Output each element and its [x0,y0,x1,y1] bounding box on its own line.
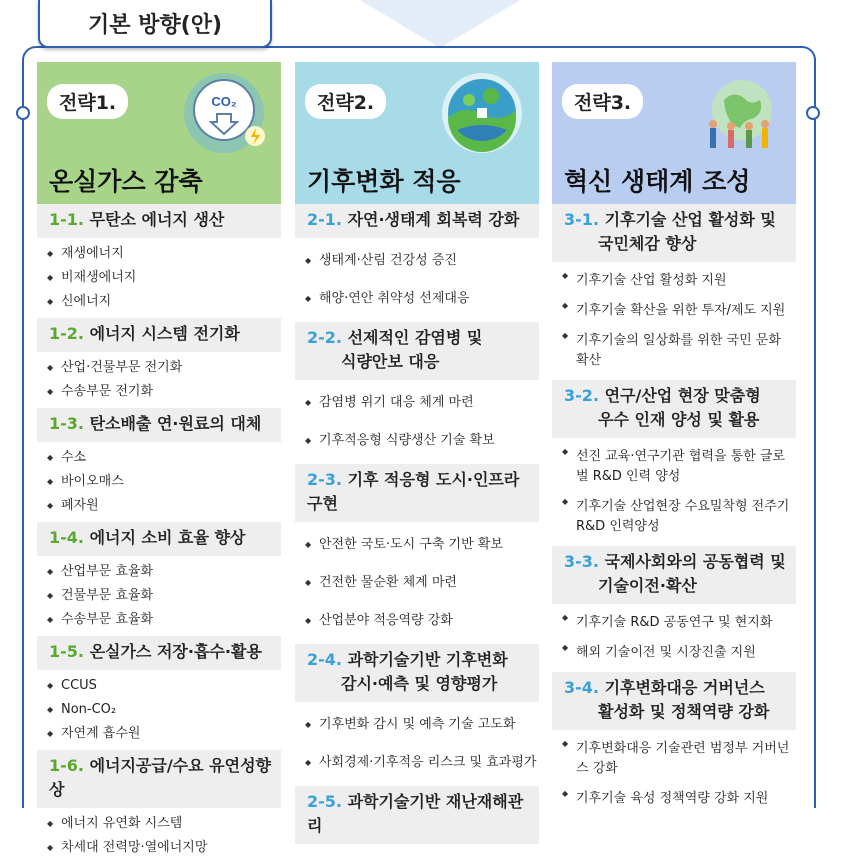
list-item: ◆ 기후기술 육성 정책역량 강화 지원 [562,784,796,814]
list-item: ◆ 에너지 유연화 시스템 [47,812,281,836]
list-item: ◆ 기후적응형 식량생산 기술 확보 [305,422,539,460]
substrategy-title: 2-3. 기후 적응형 도시·인프라 구현 [295,464,539,522]
list-item: ◆ 생태계·산림 건강성 증진 [305,242,539,280]
strategy-header [37,62,281,204]
item-list [37,238,281,318]
list-item: ◆ 감염병 위기 대응 체계 마련 [305,384,539,422]
list-item: ◆ 기후기술 산업현장 수요밀착형 전주기 R&D 인력양성 [562,492,796,542]
list-item: ◆ 바이오매스 [47,470,281,494]
item-list [37,442,281,522]
item-list [37,352,281,408]
list-item: ◆ 해외 기술이전 및 시장진출 지원 [562,638,796,668]
strategy-label: 전략3. [562,84,643,119]
list-item: ◆ 사회경제·기후적응 리스크 및 효과평가 [305,744,539,782]
list-item: ◆ 수송부문 전기화 [47,380,281,404]
list-item: ◆ 산업·건물부문 전기화 [47,356,281,380]
list-item: ◆ 신에너지 [47,290,281,314]
item-list [552,438,796,546]
section-tab-title: 기본 방향(안) [38,0,272,48]
co2-reduction-icon [181,70,267,156]
substrategy-title: 3-2. 연구/산업 현장 맞춤형 우수 인재 양성 및 활용 [552,380,796,438]
strategy-label: 전략1. [47,84,128,119]
item-list [37,670,281,750]
item-list [37,808,281,864]
strategy-label: 전략2. [305,84,386,119]
list-item: ◆ 차세대 전력망·열에너지망 [47,836,281,860]
item-list [552,604,796,672]
substrategy-title: 1-3. 탄소배출 연·원료의 대체 [37,408,281,442]
frame-right-dot [806,106,820,120]
list-item: ◆ 수송부문 효율화 [47,608,281,632]
substrategy-title: 1-6. 에너지공급/수요 유연성향상 [37,750,281,808]
list-item: ◆ 자연계 흡수원 [47,722,281,746]
strategy-header [552,62,796,204]
list-item: ◆ 선진 교육·연구기관 협력을 통한 글로벌 R&D 인력 양성 [562,442,796,492]
list-item: ◆ 건전한 물순환 체계 마련 [305,564,539,602]
list-item: ◆ 기후기술 R&D 공동연구 및 현지화 [562,608,796,638]
list-item: ◆ 폐자원 [47,494,281,518]
strategy-title: 혁신 생태계 조성 [564,167,751,196]
list-item: ◆ Non-CO₂ [47,698,281,722]
list-item: ◆ 기후기술 확산을 위한 투자/제도 지원 [562,296,796,326]
substrategy-title: 1-1. 무탄소 에너지 생산 [37,204,281,238]
list-item: ◆ 재생에너지 [47,242,281,266]
item-list [295,522,539,644]
strategy-column-2 [295,62,539,835]
list-item: ◆ 기후변화 감시 및 예측 기술 고도화 [305,706,539,744]
substrategy-title: 3-1. 기후기술 산업 활성화 및 국민체감 향상 [552,204,796,262]
substrategy-title: 2-5. 과학기술기반 재난재해관리 [295,786,539,844]
item-list [295,380,539,464]
frame-left-dot [16,106,30,120]
item-list [552,730,796,818]
list-item: ◆ 수소 [47,446,281,470]
background-peak [360,0,520,48]
substrategy-title: 3-4. 기후변화대응 거버넌스 활성화 및 정책역량 강화 [552,672,796,730]
substrategy-title: 2-4. 과학기술기반 기후변화 감시·예측 및 영향평가 [295,644,539,702]
item-list [552,262,796,380]
list-item: ◆ 비재생에너지 [47,266,281,290]
substrategy-title: 1-4. 에너지 소비 효율 향상 [37,522,281,556]
list-item: ◆ 기후기술 산업 활성화 지원 [562,266,796,296]
item-list [37,556,281,636]
strategy-column-1 [37,62,281,855]
nature-ecosystem-icon [439,70,525,156]
substrategy-title: 1-5. 온실가스 저장·흡수·활용 [37,636,281,670]
substrategy-title: 2-1. 자연·생태계 회복력 강화 [295,204,539,238]
list-item: ◆ 산업분야 적응역량 강화 [305,602,539,640]
item-list [295,238,539,322]
list-item: ◆ CCUS [47,674,281,698]
substrategy-title: 3-3. 국제사회와의 공동협력 및 기술이전·확산 [552,546,796,604]
strategy-header [295,62,539,204]
substrategy-title: 2-2. 선제적인 감염병 및 식량안보 대응 [295,322,539,380]
list-item: ◆ 기후기술의 일상화를 위한 국민 문화 확산 [562,326,796,376]
list-item: ◆ 산업부문 효율화 [47,560,281,584]
item-list [295,702,539,786]
globe-people-icon [696,70,782,156]
substrategy-title: 1-2. 에너지 시스템 전기화 [37,318,281,352]
list-item: ◆ 안전한 국토·도시 구축 기반 확보 [305,526,539,564]
list-item: ◆ 기후변화대응 기술관련 범정부 거버넌스 강화 [562,734,796,784]
list-item: ◆ 건물부문 효율화 [47,584,281,608]
co2-text: CO₂ [211,94,237,109]
list-item: ◆ 해양·연안 취약성 선제대응 [305,280,539,318]
strategy-column-3 [552,62,796,806]
strategy-title: 온실가스 감축 [49,167,203,196]
strategy-title: 기후변화 적응 [307,167,461,196]
